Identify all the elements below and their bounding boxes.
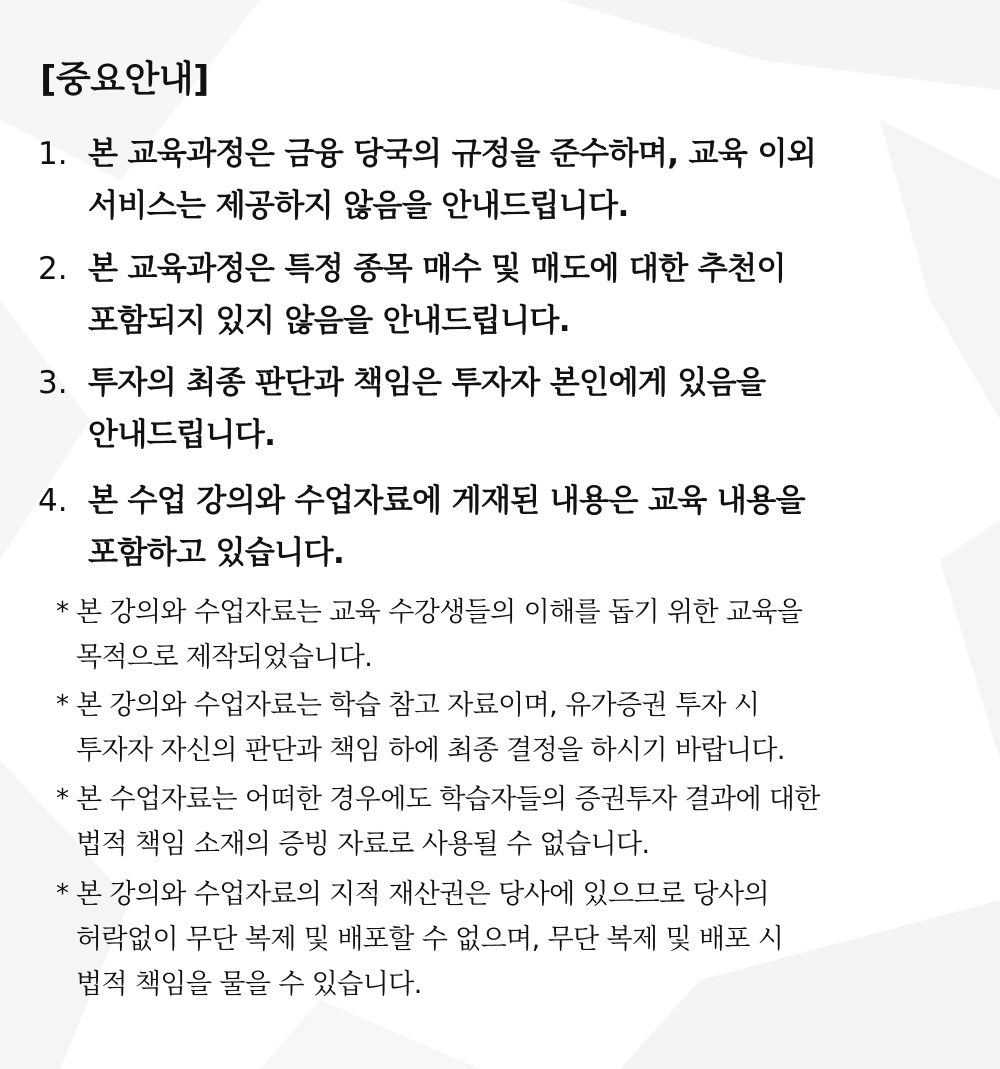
notice-line: 포함되지 있지 않음을 안내드립니다. bbox=[88, 303, 570, 339]
notice-line: 서비스는 제공하지 않음을 안내드립니다. bbox=[88, 188, 629, 224]
notice-line: 포함하고 있습니다. bbox=[88, 535, 345, 571]
notice-line: 본 교육과정은 특정 종목 매수 및 매도에 대한 추천이 bbox=[88, 251, 786, 287]
asterisk-marker: * bbox=[56, 690, 69, 720]
note-line: 본 강의와 수업자료는 학습 참고 자료이며, 유가증권 투자 시 bbox=[76, 690, 760, 721]
notice-number: 2. bbox=[38, 251, 68, 287]
note-line: 본 강의와 수업자료는 교육 수강생들의 이해를 돕기 위한 교육을 bbox=[76, 597, 803, 628]
notice-line: 투자의 최종 판단과 책임은 투자자 본인에게 있음을 bbox=[88, 365, 766, 401]
note-line: 목적으로 제작되었습니다. bbox=[76, 642, 373, 673]
notice-number: 4. bbox=[38, 483, 68, 519]
note-line: 본 강의와 수업자료의 지적 재산권은 당사에 있으므로 당사의 bbox=[76, 879, 769, 910]
note-line: 법적 책임을 물을 수 있습니다. bbox=[76, 969, 422, 1000]
notice-text bbox=[88, 475, 968, 579]
note-text bbox=[76, 777, 986, 867]
note-text bbox=[76, 872, 986, 1007]
note-line: 허락없이 무단 복제 및 배포할 수 없으며, 무단 복제 및 배포 시 bbox=[76, 924, 784, 955]
note-text bbox=[76, 683, 986, 773]
asterisk-marker: * bbox=[56, 597, 69, 627]
notice-line: 본 수업 강의와 수업자료에 게재된 내용은 교육 내용을 bbox=[88, 483, 805, 519]
notice-text bbox=[88, 243, 968, 347]
asterisk-marker: * bbox=[56, 784, 69, 814]
asterisk-marker: * bbox=[56, 879, 69, 909]
note-line: 법적 책임 소재의 증빙 자료로 사용될 수 없습니다. bbox=[76, 829, 650, 860]
notice-text bbox=[88, 128, 968, 232]
page-title: [중요안내] bbox=[40, 59, 210, 100]
notice-number: 3. bbox=[38, 365, 68, 401]
note-text bbox=[76, 590, 986, 680]
notice-text bbox=[88, 357, 968, 461]
notice-number: 1. bbox=[38, 136, 68, 172]
notice-line: 본 교육과정은 금융 당국의 규정을 준수하며, 교육 이외 bbox=[88, 136, 817, 172]
note-line: 투자자 자신의 판단과 책임 하에 최종 결정을 하시기 바랍니다. bbox=[76, 735, 785, 766]
note-line: 본 수업자료는 어떠한 경우에도 학습자들의 증권투자 결과에 대한 bbox=[76, 784, 820, 815]
notice-line: 안내드립니다. bbox=[88, 417, 276, 453]
